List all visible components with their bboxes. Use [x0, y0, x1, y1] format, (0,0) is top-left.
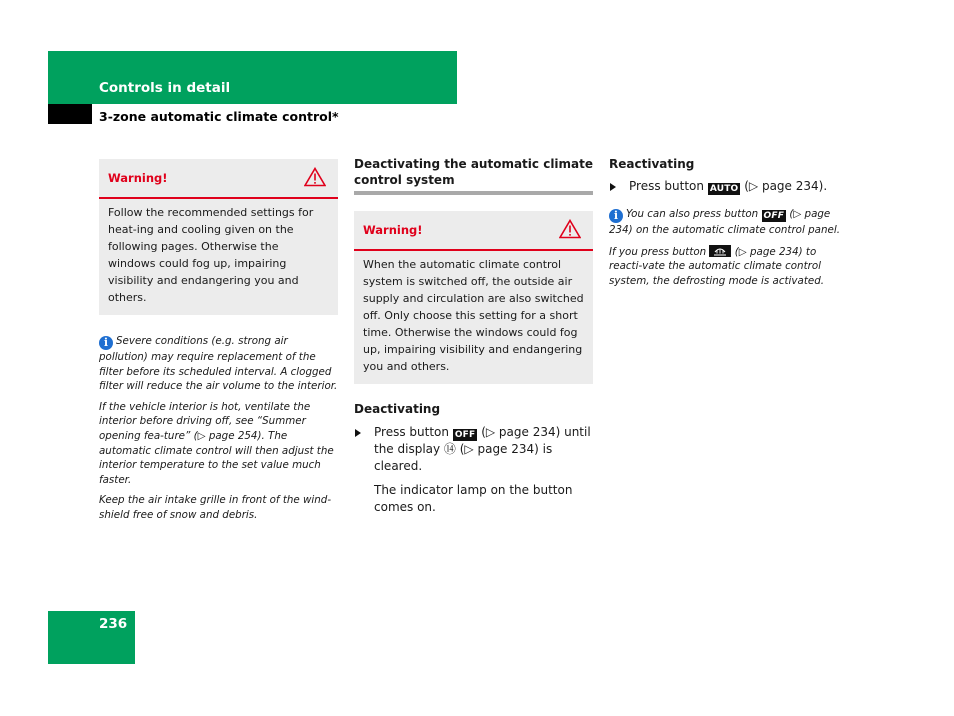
warning-box: [99, 159, 338, 315]
info-icon: i: [99, 336, 113, 350]
info-note: If the vehicle interior is hot, ventilate the interior before driving off, see “Summer opening fea-ture” (▷ page 254). The automatic climate control will then adjust the interior temperature to the set value much faster.: [99, 400, 334, 486]
warning-label: Warning!: [363, 223, 423, 237]
warning-text: Follow the recommended settings for heat-ing and cooling given on the following pages. Otherwise the windows could fog up, impairing visibility and endangering you and others.: [108, 206, 314, 304]
instruction-step: Press button AUTO (▷ page 234).: [609, 178, 848, 195]
section-heading: Reactivating: [609, 157, 695, 171]
note-text: Severe conditions (e.g. strong air pollution) may require replacement of the filter before its scheduled interval. A clogged filter will reduce the air volume to the interior.: [99, 335, 338, 393]
section-tab-marker: [48, 104, 92, 124]
heading-rule: [354, 191, 593, 195]
off-button-icon: OFF: [763, 211, 785, 221]
warning-text: When the automatic climate control system is switched off, the outside air supply and circulation are also switched off. Only choose this setting for a short time. Otherwise the windows could fog up, impairing visibility and endangering you and others.: [363, 258, 584, 373]
result-text: The indicator lamp on the button comes on.: [374, 483, 573, 514]
warning-header: [99, 159, 338, 199]
step-arrow-icon: [355, 429, 361, 437]
info-note: [99, 334, 338, 394]
page-number: 236: [99, 616, 128, 632]
header-band: [48, 51, 457, 104]
warning-triangle-icon: [304, 167, 326, 187]
column-right: [609, 156, 848, 294]
info-note: Keep the air intake grille in front of the wind-shield free of snow and debris.: [99, 494, 332, 521]
warning-triangle-icon: [559, 219, 581, 239]
info-note: If you press button (▷ page 234) to reacti-vate the automatic climate control system, the defrosting mode is activated.: [609, 245, 824, 287]
instruction-step: Press button OFF (▷ page 234) until the display ⑭ (▷ page 234) is cleared.: [354, 424, 593, 475]
column-left: [99, 159, 338, 529]
defrost-icon: [709, 245, 731, 257]
info-note: i You can also press button OFF (▷ page 234) on the automatic climate control panel.: [609, 208, 840, 236]
column-middle: [354, 156, 593, 516]
warning-header: [354, 211, 593, 251]
subsection-heading: Deactivating: [354, 402, 441, 416]
page-title: Controls in detail: [99, 80, 231, 96]
notes-block: [99, 334, 338, 523]
warning-box: [354, 211, 593, 384]
section-subtitle: 3-zone automatic climate control*: [99, 109, 339, 124]
warning-label: Warning!: [108, 171, 168, 185]
step-arrow-icon: [610, 183, 616, 191]
section-heading: Deactivating the automatic climate control system: [354, 157, 594, 187]
off-button-icon: OFF: [454, 430, 476, 440]
info-icon: i: [609, 209, 623, 223]
auto-button-icon: AUTO: [709, 184, 739, 194]
